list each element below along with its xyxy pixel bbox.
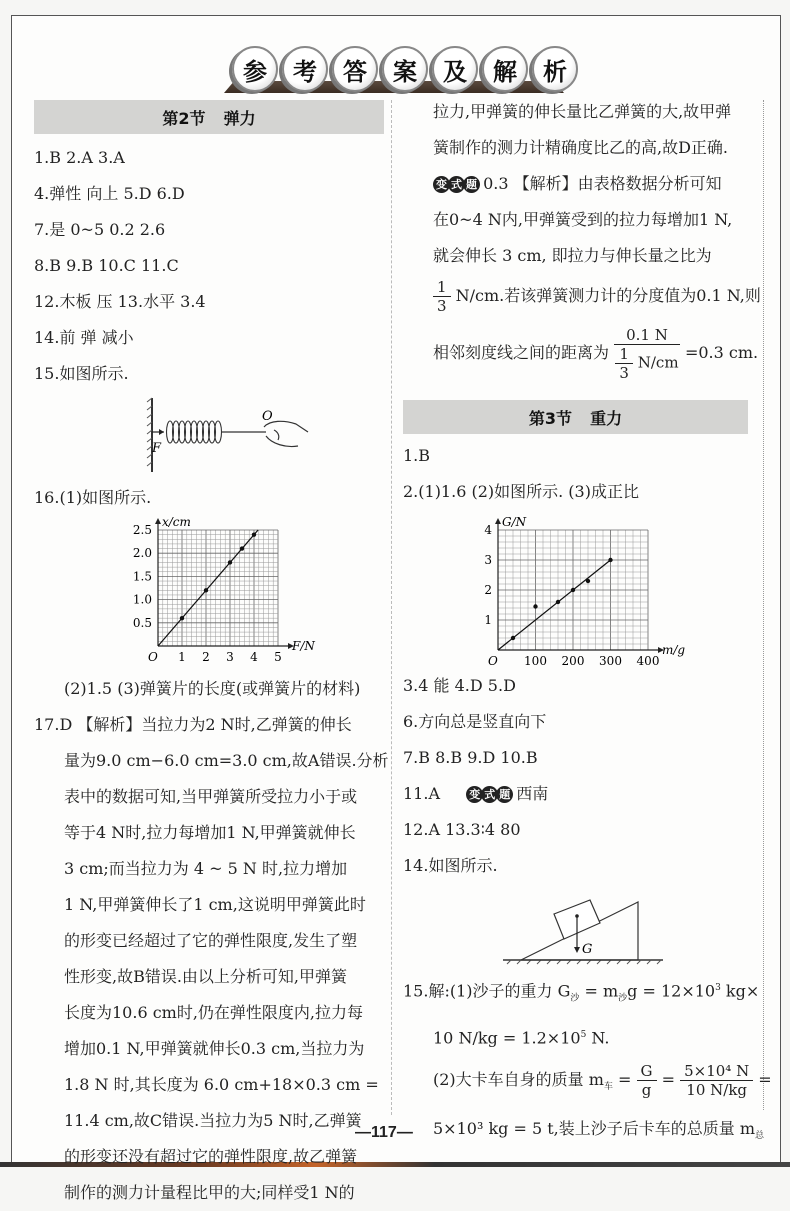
title-char: 解 — [482, 46, 528, 92]
title-banner — [224, 46, 567, 96]
title-char: 考 — [282, 46, 328, 92]
x-axis-label: F/N — [292, 639, 315, 653]
fit-line — [498, 560, 611, 650]
section-name: 重力 — [590, 408, 623, 428]
badge-char: 式 — [481, 786, 498, 803]
section-name: 弹力 — [223, 108, 256, 128]
q15-line — [403, 1111, 768, 1154]
data-point — [608, 558, 612, 562]
superscript: 3 — [715, 983, 721, 993]
center-of-mass — [575, 914, 579, 918]
title-char: 案 — [382, 46, 428, 92]
x-tick-label: 2 — [202, 650, 210, 664]
page-number: —117— — [355, 1124, 413, 1141]
chart1-svg — [34, 516, 384, 671]
gravity-arrowhead — [574, 947, 580, 953]
data-point — [556, 600, 560, 604]
chart-spring-extension — [34, 516, 384, 671]
y-axis-arrow — [495, 518, 501, 524]
spring-figure — [34, 392, 384, 480]
y-tick-label: 1.5 — [132, 569, 152, 584]
answer-line — [403, 776, 768, 812]
frac-den: 10 N/kg — [686, 1080, 748, 1099]
badge-char: 式 — [448, 176, 465, 193]
section-label: 第3节 — [528, 408, 573, 428]
title-char: 答 — [332, 46, 378, 92]
q17-cont-line: 簧制作的测力计精确度比乙的高,故D正确. — [433, 138, 729, 157]
data-point — [240, 546, 244, 550]
subscript: 沙 — [570, 993, 580, 1004]
q15-text: 10 N/kg = 1.2×10 — [433, 1027, 581, 1047]
section-label: 第2节 — [162, 108, 206, 128]
answer-line: 1.B 2.A 3.A — [34, 148, 125, 167]
q17-line: 增加0.1 N,甲弹簧就伸长0.3 cm,当拉力为 — [64, 1039, 365, 1058]
incline-diagram — [403, 884, 753, 970]
chart2-svg — [403, 510, 753, 668]
inner-frac-den: 3 — [619, 363, 629, 382]
dist-den-unit: N/cm — [637, 353, 679, 371]
q17-line: 的形变还没有超过它的弹性限度,故乙弹簧 — [64, 1147, 358, 1166]
q15-line: (2)大卡车自身的质量 $m_车$ = $\frac{G}{g}$ = $\frac{\text{5×10⁴ N}}{10 N/kg}$ = — [433, 1061, 772, 1099]
section-header-2 — [34, 100, 384, 134]
answer-line: 7.B 8.B 9.D 10.B — [403, 748, 538, 767]
q17-line: 的形变已经超过了它的弹性限度,发生了塑 — [64, 931, 358, 950]
q17-line: 制作的测力计量程比甲的大;同样受1 N的 — [64, 1183, 355, 1202]
q17-cont-line: 拉力,甲弹簧的伸长量比乙弹簧的大,故甲弹 — [433, 102, 732, 121]
variant-badge — [433, 176, 478, 193]
answer-line: 12.木板 压 13.水平 3.4 — [34, 292, 206, 311]
origin-label: O — [488, 654, 498, 668]
subscript: 总 — [755, 1131, 765, 1142]
data-point — [571, 588, 575, 592]
inner-frac-num: 1 — [615, 345, 633, 364]
title-char: 参 — [232, 46, 278, 92]
x-tick-label: 200 — [561, 654, 585, 668]
superscript: 5 — [580, 1029, 587, 1040]
answer-line: 7.是 0~5 0.2 2.6 — [34, 220, 166, 239]
y-axis-label: G/N — [502, 515, 527, 529]
q17-line: 17.D 【解析】当拉力为2 N时,乙弹簧的伸长 — [34, 715, 352, 734]
title-char: 及 — [432, 46, 478, 92]
variant-line: 在0~4 N内,甲弹簧受到的拉力每增加1 N, — [433, 210, 733, 229]
q15-text: (2)大卡车自身的质量 m — [433, 1069, 604, 1089]
inner-frac — [615, 345, 633, 382]
fraction-one-third — [433, 278, 451, 315]
variant-line: 就会伸长 3 cm, 即拉力与伸长量之比为 — [433, 246, 712, 265]
q15-text: = m — [579, 981, 619, 1001]
variant-badge — [466, 786, 511, 803]
badge-char: 题 — [496, 786, 513, 803]
answer-line: 14.前 弹 减小 — [34, 328, 134, 347]
variant-line — [403, 166, 768, 202]
q17-line: 量为9.0 cm−6.0 cm=3.0 cm,故A错误.分析 — [64, 751, 389, 770]
q17-line: 性形变,故B错误.由以上分析可知,甲弹簧 — [64, 967, 348, 986]
q15-text: g = 12×10 — [627, 981, 716, 1001]
frac-den: 3 — [437, 297, 447, 315]
q17-line: 等于4 N时,拉力每增加1 N,甲弹簧就伸长 — [64, 823, 356, 842]
origin-label: O — [148, 650, 158, 664]
frac-line-tail: N/cm.若该弹簧测力计的分度值为0.1 N,则 — [455, 286, 761, 305]
y-tick-label: 2 — [484, 583, 492, 597]
label-O: O — [262, 409, 273, 424]
frac-num: 5×10⁴ N — [680, 1062, 753, 1081]
distance-fraction — [614, 326, 680, 382]
data-point — [586, 579, 590, 583]
answer-line: 3.4 能 4.D 5.D — [403, 676, 516, 695]
variant-text: 0.3 【解析】由表格数据分析可知 — [483, 174, 722, 193]
q11-answer: 11.A — [403, 784, 440, 803]
y-axis-label: x/cm — [162, 516, 191, 529]
badge-char: 变 — [466, 786, 483, 803]
y-axis-arrow — [155, 518, 161, 524]
right-column — [403, 94, 772, 1154]
force-arrowhead — [159, 429, 164, 435]
data-point — [204, 588, 208, 592]
data-point — [180, 616, 184, 620]
y-tick-label: 3 — [484, 553, 492, 567]
frac-num: G — [637, 1062, 657, 1081]
data-point — [533, 604, 537, 608]
q17-line: 表中的数据可知,当甲弹簧所受拉力小于或 — [64, 787, 358, 806]
answer-line: (2)1.5 (3)弹簧片的长度(或弹簧片的材料) — [64, 679, 361, 698]
variant-line — [403, 274, 768, 318]
y-tick-label: 0.5 — [132, 615, 152, 630]
chart-gravity-mass — [403, 510, 768, 668]
q17-line: 长度为10.6 cm时,仍在弹性限度内,拉力每 — [64, 1003, 364, 1022]
answer-line: 1.B — [403, 446, 431, 465]
q15-line — [403, 970, 768, 1017]
answer-line: 8.B 9.B 10.C 11.C — [34, 256, 179, 275]
q15-text: 5×10³ kg = 5 t,装上沙子后卡车的总质量 m — [433, 1119, 756, 1139]
answer-line: 16.(1)如图所示. — [34, 488, 152, 507]
answer-line: 2.(1)1.6 (2)如图所示. (3)成正比 — [403, 482, 639, 501]
subscript: 车 — [603, 1082, 613, 1093]
badge-char: 变 — [433, 176, 450, 193]
x-tick-label: 4 — [250, 650, 258, 664]
dist-num: 0.1 N — [614, 326, 680, 345]
frac-num: 1 — [433, 278, 451, 297]
y-tick-label: 2.5 — [132, 523, 152, 537]
label-G: G — [582, 942, 593, 957]
answer-line: 14.如图所示. — [403, 856, 498, 875]
answer-line: 4.弹性 向上 5.D 6.D — [34, 184, 185, 203]
column-divider — [391, 100, 392, 1115]
answer-line: 6.方向总是竖直向下 — [403, 712, 547, 731]
q15-line — [403, 1017, 768, 1056]
q17-line: 1 N,甲弹簧伸长了1 cm,这说明甲弹簧此时 — [64, 895, 366, 914]
x-tick-label: 5 — [274, 650, 282, 664]
fraction-mass — [680, 1062, 753, 1099]
x-tick-label: 400 — [636, 654, 660, 668]
fraction-G-g — [637, 1062, 657, 1099]
x-tick-label: 1 — [178, 650, 186, 664]
distance-line — [403, 318, 768, 392]
spring-coil — [167, 421, 222, 443]
x-tick-label: 3 — [226, 650, 234, 664]
x-tick-label: 300 — [599, 654, 622, 668]
x-tick-label: 100 — [524, 654, 547, 668]
dist-result: =0.3 cm. — [684, 343, 759, 362]
incline-figure — [403, 884, 768, 970]
badge-char: 题 — [463, 176, 480, 193]
y-tick-label: 4 — [484, 523, 492, 537]
left-column — [34, 100, 389, 1211]
section-header-3 — [403, 400, 748, 434]
y-tick-label: 1.0 — [132, 592, 152, 607]
title-char: 析 — [532, 46, 578, 92]
label-F: F — [152, 441, 162, 456]
answer-line: 15.如图所示. — [34, 364, 129, 383]
q15-text: N. — [586, 1027, 610, 1047]
q17-line: 3 cm;而当拉力为 4 ~ 5 N 时,拉力增加 — [64, 859, 348, 878]
x-axis-label: m/g — [662, 643, 686, 657]
data-point — [252, 532, 256, 536]
frac-den: g — [641, 1080, 652, 1099]
subscript: 沙 — [618, 993, 628, 1004]
data-point — [228, 560, 232, 564]
spring-diagram — [34, 392, 384, 480]
dist-den — [615, 345, 678, 382]
y-tick-label: 1 — [484, 613, 492, 627]
dist-prefix: 相邻刻度线之间的距离为 — [433, 343, 610, 362]
answer-line: 12.A 13.3∶4 80 — [403, 820, 521, 839]
data-point — [511, 636, 515, 640]
q17-line: 11.4 cm,故C错误.当拉力为5 N时,乙弹簧 — [64, 1111, 362, 1130]
q17-line: 1.8 N 时,其长度为 6.0 cm+18×0.3 cm = — [64, 1075, 379, 1094]
hand-icon — [264, 421, 308, 446]
y-tick-label: 2.0 — [132, 546, 152, 561]
q15-text: kg× — [720, 981, 760, 1001]
q11-variant-answer: 西南 — [516, 784, 549, 803]
q15-text: 15.解:(1)沙子的重力 G — [403, 981, 571, 1001]
